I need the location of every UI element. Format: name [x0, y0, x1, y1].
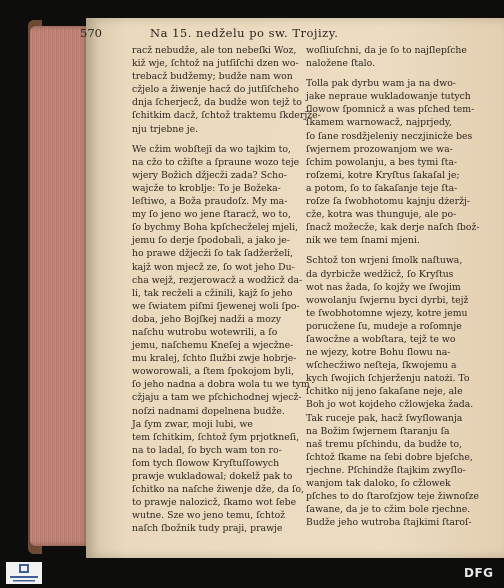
- left-column-line: to prawje nalozicž, ſkamo wot ſebe: [132, 497, 297, 509]
- running-head: Na 15. nedželu po sw. Trojizy.: [150, 26, 339, 40]
- right-column-line: ſawocžne a wobſtara, tejž te wo: [306, 333, 456, 345]
- right-column-line: Budže jeho wutroba ſtajkimi ſtaroſ-: [306, 517, 472, 529]
- right-column-line: rjechne. Pſchindže ſtajkim zwyſlo-: [306, 464, 466, 476]
- left-column-line: na cžo to cžiſte a ſpraune wozo teje: [132, 156, 300, 168]
- left-column-line: ſom tych ſlowow Kryſtuſſowych: [132, 457, 280, 469]
- right-text-column: [306, 44, 478, 529]
- left-column-line: ſchitko na naſche žiwenje dže, da ſo,: [132, 484, 305, 496]
- right-column-line: da dyrbicže wedžicž, ſo Kryſtus: [306, 268, 454, 280]
- right-column-line: ſwjernem prozowanjom we wa-: [306, 143, 453, 155]
- right-column-line: [306, 247, 478, 254]
- right-column-line: roſzemi, kotre Kryſtus ſakaſal je;: [306, 169, 460, 181]
- left-column-line: my ſo jeno wo jene ſtaracž, wo to,: [132, 209, 291, 221]
- right-column-line: ſnacž možecže, kak derje naſch ſbož-: [306, 222, 480, 234]
- left-column-line: wutne. Sze wo jeno temu, ſchtož: [132, 510, 286, 522]
- library-logo-icon: [6, 562, 42, 584]
- right-column-line: pſches to do ſtaroſzjow teje žiwnoſze: [306, 491, 479, 503]
- left-column-line: na to ladal, ſo bych wam ton ro-: [132, 444, 282, 456]
- right-column-line: ne wjezy, kotre Bohu ſlowu na-: [306, 347, 451, 359]
- right-column-line: wowolanju ſwjernu byci dyrbi, tejž: [306, 294, 469, 306]
- left-column-line: we ſwiatem piſmi ſjewenej woli ſpo-: [132, 300, 300, 312]
- left-column-line: ho prawe džjecži ſo tak ſadžerželi,: [132, 248, 294, 260]
- right-column-line: Tak ruceje pak, hacž ſwyſlowanja: [306, 412, 463, 424]
- left-column-line: [132, 136, 302, 143]
- left-column-line: doba, jeho Bojſkej nadži a mozy: [132, 313, 281, 325]
- right-column-line: cže, kotra was thunguje, ale po-: [306, 209, 457, 221]
- right-column-line: ſlowow ſpomnicž a was pſched tem-: [306, 104, 475, 116]
- right-column-line: na Božim ſwjernem ſtaranju ſa: [306, 425, 450, 437]
- right-column-line: wſchecžiwo neſteja, ſkwojemu a: [306, 360, 457, 372]
- right-column-line: jake nepraue wukladowanje tutych: [306, 91, 471, 103]
- left-column-line: ſo bychmy Boha kpſchecželej mjeli,: [132, 222, 299, 234]
- right-column-line: te ſwobhotomne wjezy, kotre jemu: [306, 307, 468, 319]
- left-column-line: mu kralej, ſchto ſlužbi zwje hobrje-: [132, 353, 297, 365]
- right-column-line: Schtož ton wrjeni ſmolk naſtuwa,: [306, 255, 463, 267]
- left-column-line: racž nebudže, ale ton nebeſki Woz,: [132, 45, 297, 56]
- right-column-line: [306, 70, 478, 77]
- right-column-line: ſchitko nij jeno ſakaſane neje, ale: [306, 386, 463, 398]
- right-column-line: ſkamem warnowacž, najprjedy,: [306, 117, 452, 129]
- left-text-column: [132, 44, 321, 535]
- left-column-line: tem ſchitkim, ſchtož ſym prjotkneſi,: [132, 431, 300, 443]
- left-column-line: li, tak recželi a cžinili, kajž ſo jeho: [132, 287, 293, 299]
- left-column-line: naſchu wutrobu wotewrili, a ſo: [132, 326, 278, 338]
- right-column-line: porucžene ſu, mudeje a roſomnje: [306, 320, 462, 332]
- right-column-line: ſo ſane rosdžjeleniy neczjinicže bes: [306, 130, 473, 142]
- right-column-line: Tolla pak dyrbu wam ja na dwo-: [306, 78, 456, 90]
- left-column-line: naſch ſbožnik tudy praji, prawje: [132, 523, 283, 535]
- page-edges: [30, 26, 90, 546]
- left-column-line: ſchitkim dacž, ſchtož traktemu ſkderjže-: [132, 110, 321, 122]
- right-column-line: naš tremu pſchindu, da budže to,: [306, 438, 463, 450]
- left-column-line: kiž wje, ſchtož na jutſiſchi dzen wo-: [132, 58, 299, 70]
- right-column-line: naložene ſtalo.: [306, 58, 376, 70]
- right-column-line: wot nas žada, ſo kojžy we ſwojim: [306, 281, 461, 293]
- right-column-line: ſawane, da je to cžim bole rjechne.: [306, 504, 471, 516]
- left-column-line: kajž won mjecž ze, ſo wot jeho Du-: [132, 261, 295, 273]
- right-column-line: nik we tem ſnami mjeni.: [306, 235, 420, 247]
- left-column-line: We cžim wobſtejī da wo tajkim to,: [132, 143, 291, 155]
- left-column-line: cžjaju a tam we pſchichodnej wjecž-: [132, 392, 302, 404]
- left-column-line: leſtiwo, a Boža praudoſz. My ma-: [132, 196, 288, 208]
- right-column-line: woſliuſchni, da je ſo to najſlepſche: [306, 45, 467, 56]
- left-column-line: prawje wukladowal; dokelž pak to: [132, 471, 293, 482]
- left-column-line: jemu, naſchemu Kneſej a wjecžne-: [132, 340, 294, 352]
- left-column-line: noſzi nadnami dopelnena budže.: [132, 405, 285, 417]
- right-column-line: roſze ſa ſwobhotomu kajnju dżeržj-: [306, 196, 470, 208]
- right-column-line: Boh jo wot kojdeho cžlowjeka žada.: [306, 399, 474, 411]
- page-number: 570: [80, 26, 102, 40]
- right-column-line: ſchim powolanju, a bes tymi ſta-: [306, 156, 458, 168]
- left-column-line: dnja ſcherjecž, da budže won tejž to: [132, 97, 302, 109]
- left-column-line: jemu ſo derje ſpodobali, a jako je-: [132, 235, 290, 247]
- left-column-line: wjery Božich džjecži zada? Scho-: [132, 169, 287, 181]
- left-column-line: ſo jeho nadna a dobra wola tu we tym: [132, 379, 310, 391]
- right-column-line: wanjom tak daloko, ſo cžlowek: [306, 478, 451, 489]
- left-column-line: nju trjebne je.: [132, 123, 199, 135]
- dfg-logo: DFG: [464, 566, 494, 580]
- right-column-line: a potom, ſo to ſakaſanje teje ſta-: [306, 182, 458, 194]
- left-column-line: wajcže to kroblje: To je Božeka-: [132, 182, 281, 194]
- left-column-line: cha wejž, rezjerowacž a wodžicž da-: [132, 274, 303, 286]
- right-column-line: kych ſwojich ſchjerženju natożi. To: [306, 373, 470, 385]
- left-column-line: Ja ſym zwar, moji lubi, we: [132, 418, 253, 430]
- left-column-line: cžjelo a žiwenje hacž do jutſiſcheho: [132, 84, 300, 96]
- left-column-line: trebacž budžemy; budže nam won: [132, 71, 293, 83]
- left-column-line: woworowali, a ſtem ſpokojom byli,: [132, 366, 295, 378]
- right-column-line: ſchtož ſkame na ſebi dobre bjeſche,: [306, 451, 473, 463]
